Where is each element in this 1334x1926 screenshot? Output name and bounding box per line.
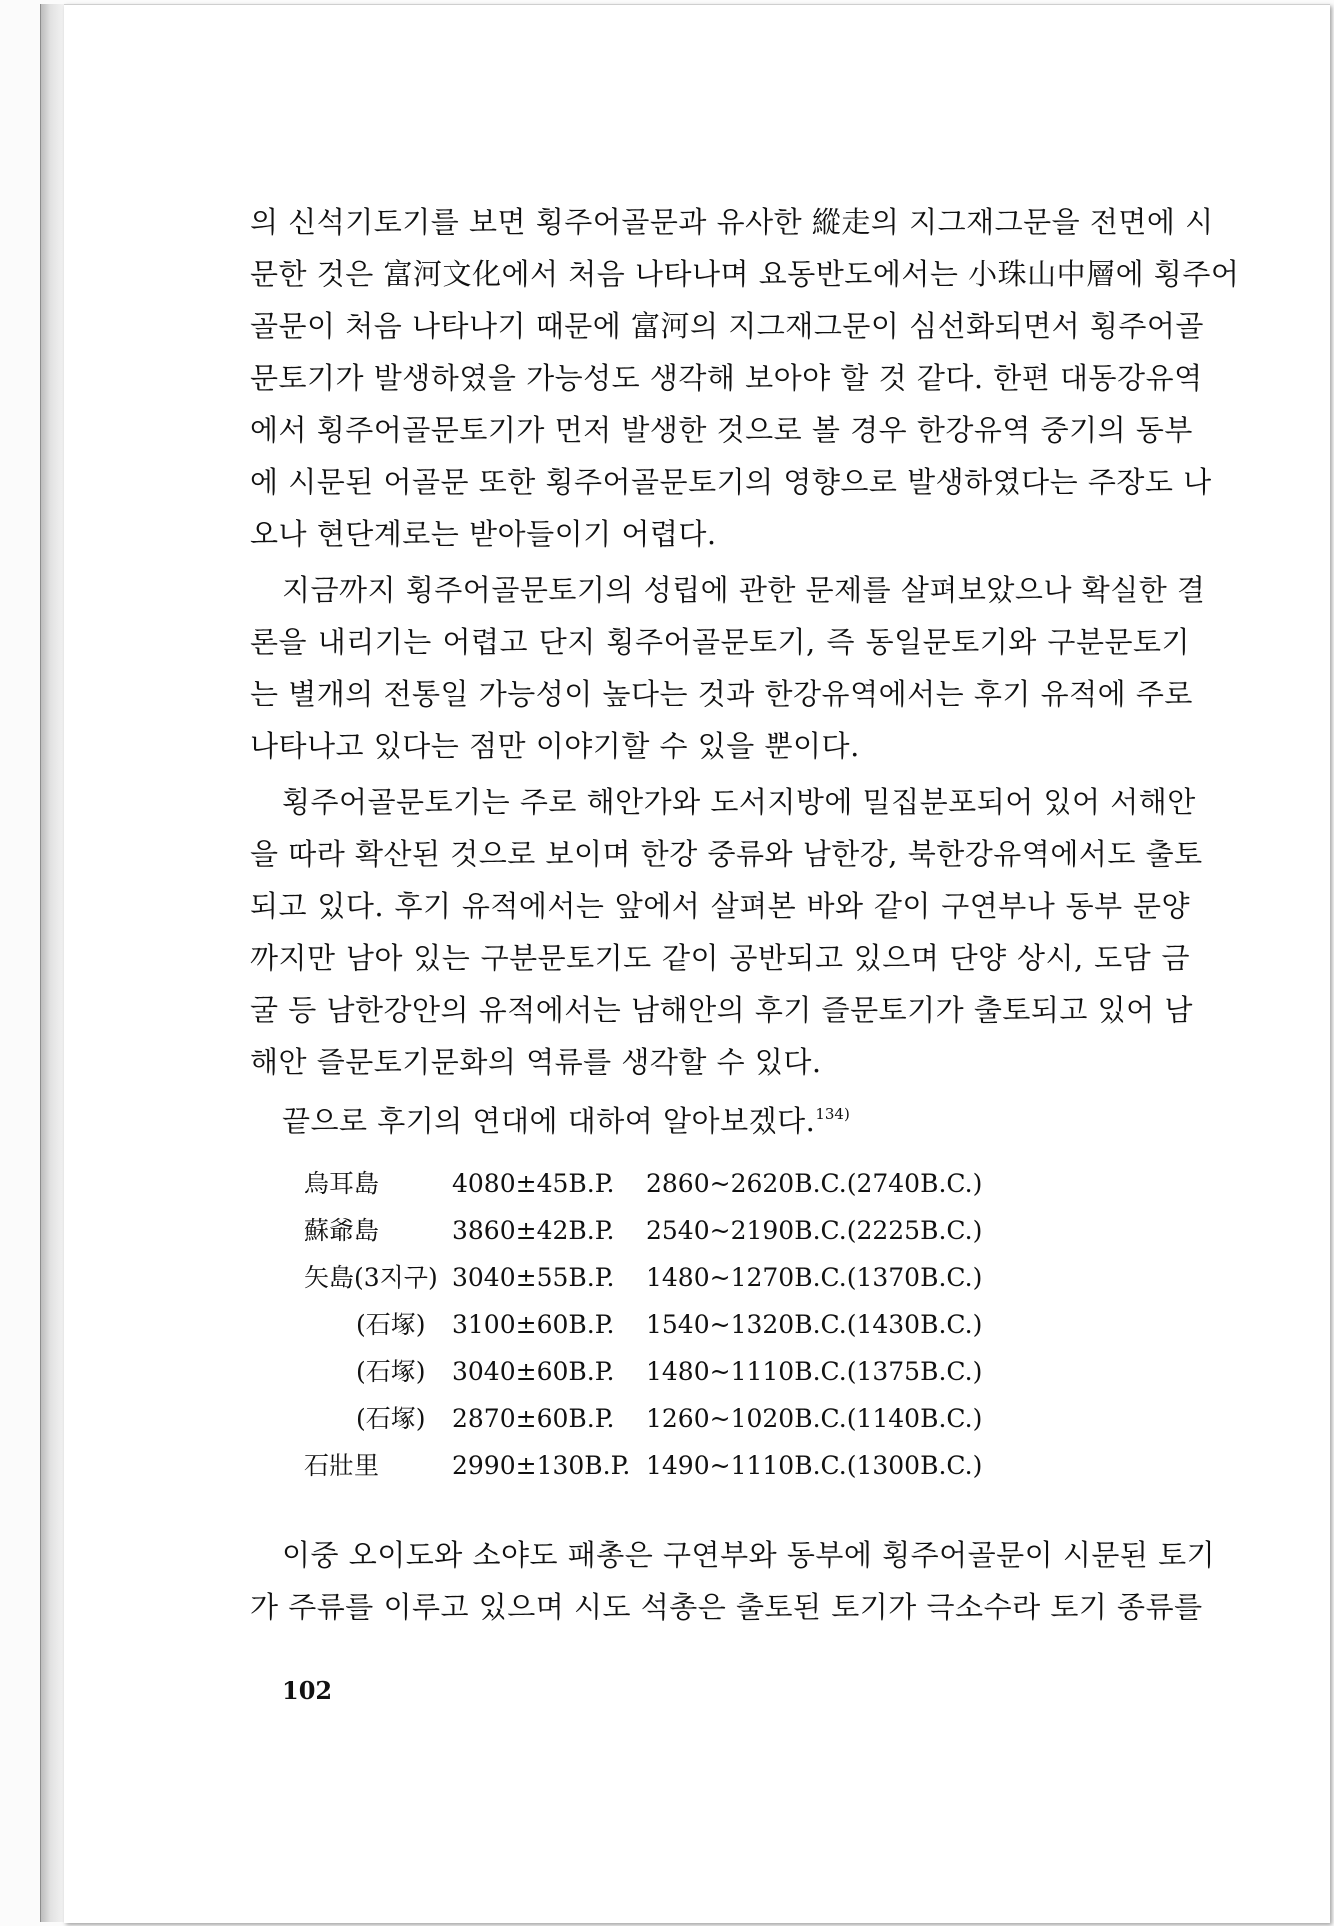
text-line: 론을 내리기는 어렵고 단지 횡주어골문토기, 즉 동일문토기와 구분문토기: [250, 625, 1190, 659]
date-row: [304, 1348, 1004, 1395]
bp-date: 2870±60B.P.: [452, 1404, 615, 1433]
text-line: 을 따라 확산된 것으로 보이며 한강 중류와 남한강, 북한강유역에서도 출토: [250, 837, 1203, 871]
bp-date: 3040±60B.P.: [452, 1357, 615, 1386]
continuation-text: [250, 1529, 1216, 1633]
paragraph-first-line: 횡주어골문토기는 주로 해안가와 도서지방에 밀집분포되어 있어 서해안: [282, 785, 1196, 819]
text-line: 골문이 처음 나타나기 때문에 富河의 지그재그문이 심선화되면서 횡주어골: [250, 309, 1204, 343]
text-line: 가 주류를 이루고 있으며 시도 석총은 출토된 토기가 극소수라 토기 종류를: [250, 1590, 1203, 1624]
bc-calibrated-date: 1480~1270B.C.(1370B.C.): [646, 1263, 983, 1292]
text-line: 오나 현단계로는 받아들이기 어렵다.: [250, 517, 717, 551]
bp-date: 3040±55B.P.: [452, 1263, 615, 1292]
bc-calibrated-date: 2540~2190B.C.(2225B.C.): [646, 1216, 983, 1245]
site-name: 烏耳島: [304, 1169, 380, 1198]
book-spine-edge: [40, 4, 65, 1922]
date-row: [304, 1395, 1004, 1442]
bp-date: 2990±130B.P.: [452, 1451, 631, 1480]
site-name: 石壯里: [304, 1451, 380, 1480]
paragraph-first-line: [250, 1088, 1190, 1140]
bp-date: 3100±60B.P.: [452, 1310, 615, 1339]
site-subname: (石塚): [356, 1310, 426, 1339]
date-row: [304, 1442, 1004, 1489]
site-subname: (石塚): [356, 1404, 426, 1433]
text-line: 에서 횡주어골문토기가 먼저 발생한 것으로 볼 경우 한강유역 중기의 동부: [250, 413, 1193, 447]
bp-date: 3860±42B.P.: [452, 1216, 615, 1245]
text-line: 까지만 남아 있는 구분문토기도 같이 공반되고 있으며 단양 상시, 도담 금: [250, 941, 1190, 975]
bc-calibrated-date: 1540~1320B.C.(1430B.C.): [646, 1310, 983, 1339]
site-subname: (石塚): [356, 1357, 426, 1386]
date-row: [304, 1160, 1004, 1207]
site-name: 矢島(3지구): [304, 1263, 438, 1292]
text-line: 나타나고 있다는 점만 이야기할 수 있을 뿐이다.: [250, 729, 860, 763]
radiocarbon-dates-list: [304, 1160, 1004, 1489]
paragraph-first-line: 지금까지 횡주어골문토기의 성립에 관한 문제를 살펴보았으나 확실한 결: [282, 573, 1206, 607]
paragraph-first-line: 이중 오이도와 소야도 패총은 구연부와 동부에 횡주어골문이 시문된 토기: [282, 1538, 1216, 1572]
date-row: [304, 1254, 1004, 1301]
text-line: 되고 있다. 후기 유적에서는 앞에서 살펴본 바와 같이 구연부나 동부 문양: [250, 889, 1190, 923]
footnote-reference: 134): [815, 1105, 850, 1123]
text-line: 에 시문된 어골문 또한 횡주어골문토기의 영향으로 발생하였다는 주장도 나: [250, 465, 1212, 499]
date-row: [304, 1207, 1004, 1254]
bc-calibrated-date: 1490~1110B.C.(1300B.C.): [646, 1451, 983, 1480]
text-line: 는 별개의 전통일 가능성이 높다는 것과 한강유역에서는 후기 유적에 주로: [250, 677, 1193, 711]
page-number: 102: [282, 1676, 333, 1705]
text-line: 의 신석기토기를 보면 횡주어골문과 유사한 縱走의 지그재그문을 전면에 시: [250, 205, 1214, 239]
bp-date: 4080±45B.P.: [452, 1169, 615, 1198]
bc-calibrated-date: 2860~2620B.C.(2740B.C.): [646, 1169, 983, 1198]
text-line: 해안 즐문토기문화의 역류를 생각할 수 있다.: [250, 1045, 822, 1079]
text-line: 문토기가 발생하였을 가능성도 생각해 보아야 할 것 같다. 한편 대동강유역: [250, 361, 1203, 395]
bc-calibrated-date: 1260~1020B.C.(1140B.C.): [646, 1404, 983, 1433]
site-name: 蘇爺島: [304, 1216, 380, 1245]
date-row: [304, 1301, 1004, 1348]
closing-sentence: 끝으로 후기의 연대에 대하여 알아보겠다.: [282, 1104, 816, 1138]
body-text: [250, 196, 1240, 1140]
bc-calibrated-date: 1480~1110B.C.(1375B.C.): [646, 1357, 983, 1386]
text-line: 문한 것은 富河文化에서 처음 나타나며 요동반도에서는 小珠山中層에 횡주어: [250, 257, 1240, 291]
text-line: 굴 등 남한강안의 유적에서는 남해안의 후기 즐문토기가 출토되고 있어 남: [250, 993, 1193, 1027]
